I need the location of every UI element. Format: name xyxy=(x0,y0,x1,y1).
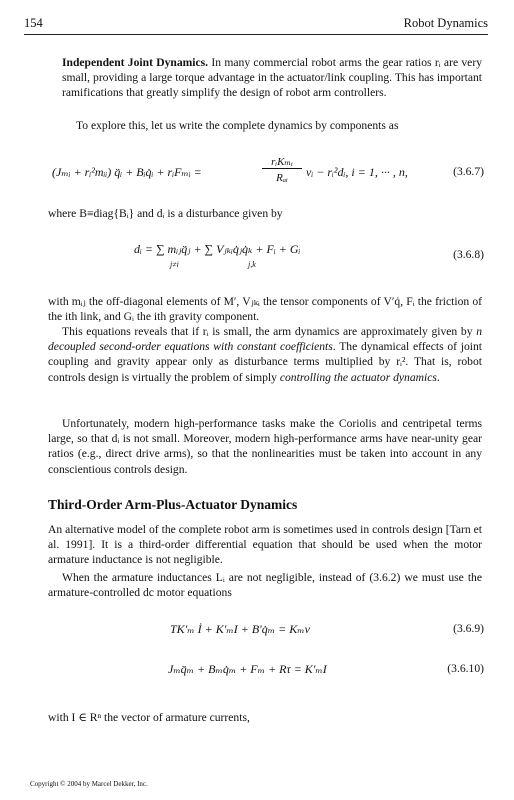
page-number: 154 xyxy=(24,16,43,30)
eq-frac-num: rᵢKₘᵢ xyxy=(262,155,302,169)
sum-subscript: j≠i xyxy=(170,260,179,269)
equation-number: (3.6.9) xyxy=(453,622,484,635)
paragraph-explore: To explore this, let us write the complete dynamics by components as xyxy=(76,119,399,132)
paragraph-text: This equations reveals that if rᵢ is small, the arm dynamics are approximately given by xyxy=(62,325,477,338)
emphasis: n decoupled second-order equations with constant coefficients xyxy=(48,325,482,354)
section-heading: Third-Order Arm-Plus-Actuator Dynamics xyxy=(48,497,298,512)
equation-number: (3.6.10) xyxy=(447,662,484,675)
emphasis: controlling the actuator dynamics xyxy=(279,370,437,384)
copyright-notice: Copyright © 2004 by Marcel Dekker, Inc. xyxy=(30,780,148,788)
paragraph-with-m: with mᵢⱼ the off-diagonal elements of M′, Vⱼₖᵢ the tensor components of V′q̇, Fᵢ the friction of the ith link, and Gᵢ the ith gravity component. xyxy=(48,295,482,324)
paragraph-with-i: with I ∈ Rⁿ the vector of armature currents, xyxy=(48,711,250,724)
paragraph-text: . xyxy=(436,370,440,384)
equation-number: (3.6.8) xyxy=(453,248,484,261)
eq-frac-den: Rₐᵢ xyxy=(276,172,288,184)
equation-number: (3.6.7) xyxy=(453,165,484,178)
paragraph-alternative: An alternative model of the complete robot arm is sometimes used in controls design [Tarn et al. 1991]. It is a third-order differential equation that should be used when the motor armature inductance is not negligible. xyxy=(48,523,482,567)
paragraph-armature: When the armature inductances Lᵢ are not negligible, instead of (3.6.2) we must use the armature-controlled dc motor equations xyxy=(48,571,482,600)
paragraph-unfortunately: Unfortunately, modern high-performance tasks make the Coriolis and centripetal terms large, so that dᵢ is not small. Moreover, modern high-performance arms have near-unity gear ratios (e.g., direct drive arms), so that the nonlinearities must be taken into account in any conscientious controls design. xyxy=(48,417,482,476)
equation-3-6-10 xyxy=(40,660,484,682)
eq-rhs: vᵢ − rᵢ²dᵢ, i = 1, ··· , n, xyxy=(306,165,408,179)
equation-3-6-7 xyxy=(40,155,484,189)
eq-lhs: (Jₘᵢ + rᵢ²mᵢᵢ) q̈ᵢ + Bᵢq̇ᵢ + rᵢFₘᵢ = xyxy=(52,165,202,179)
paragraph-independent-joint xyxy=(62,55,482,101)
eq-expr: TK′ₘ İ + K′ₘI + B′q̇ₘ = Kₘv xyxy=(170,622,310,636)
eq-expr: dᵢ = ∑ mᵢⱼq̈ⱼ + ∑ Vⱼₖᵢq̇ⱼq̇ₖ + Fᵢ + Gᵢ xyxy=(134,242,301,256)
equation-3-6-8 xyxy=(40,236,484,272)
paragraph-reveals xyxy=(48,324,482,385)
eq-expr: Jₘq̈ₘ + Bₘq̇ₘ + Fₘ + Rτ = K′ₘI xyxy=(168,662,327,676)
paragraph-text: In many commercial robot arms the gear ratios rᵢ are very small, providing a large torque advantage in the actuator/link coupling. This has important ramifications that greatly simplify the design of robot arm controllers. xyxy=(62,56,482,100)
header-rule xyxy=(24,34,488,35)
running-title: Robot Dynamics xyxy=(403,16,488,30)
sum-subscript: j,k xyxy=(248,260,256,269)
paragraph-text: . The dynamical effects of joint coupling and gravity appear only as disturbance terms multiplied by rᵢ². That is, robot controls design is virtually the problem of simply xyxy=(48,340,482,384)
page-header xyxy=(24,16,488,34)
run-in-heading: Independent Joint Dynamics. xyxy=(62,56,209,69)
equation-3-6-9 xyxy=(40,620,484,642)
paragraph-where: where B≡diag{Bᵢ} and dᵢ is a disturbance given by xyxy=(48,207,283,220)
